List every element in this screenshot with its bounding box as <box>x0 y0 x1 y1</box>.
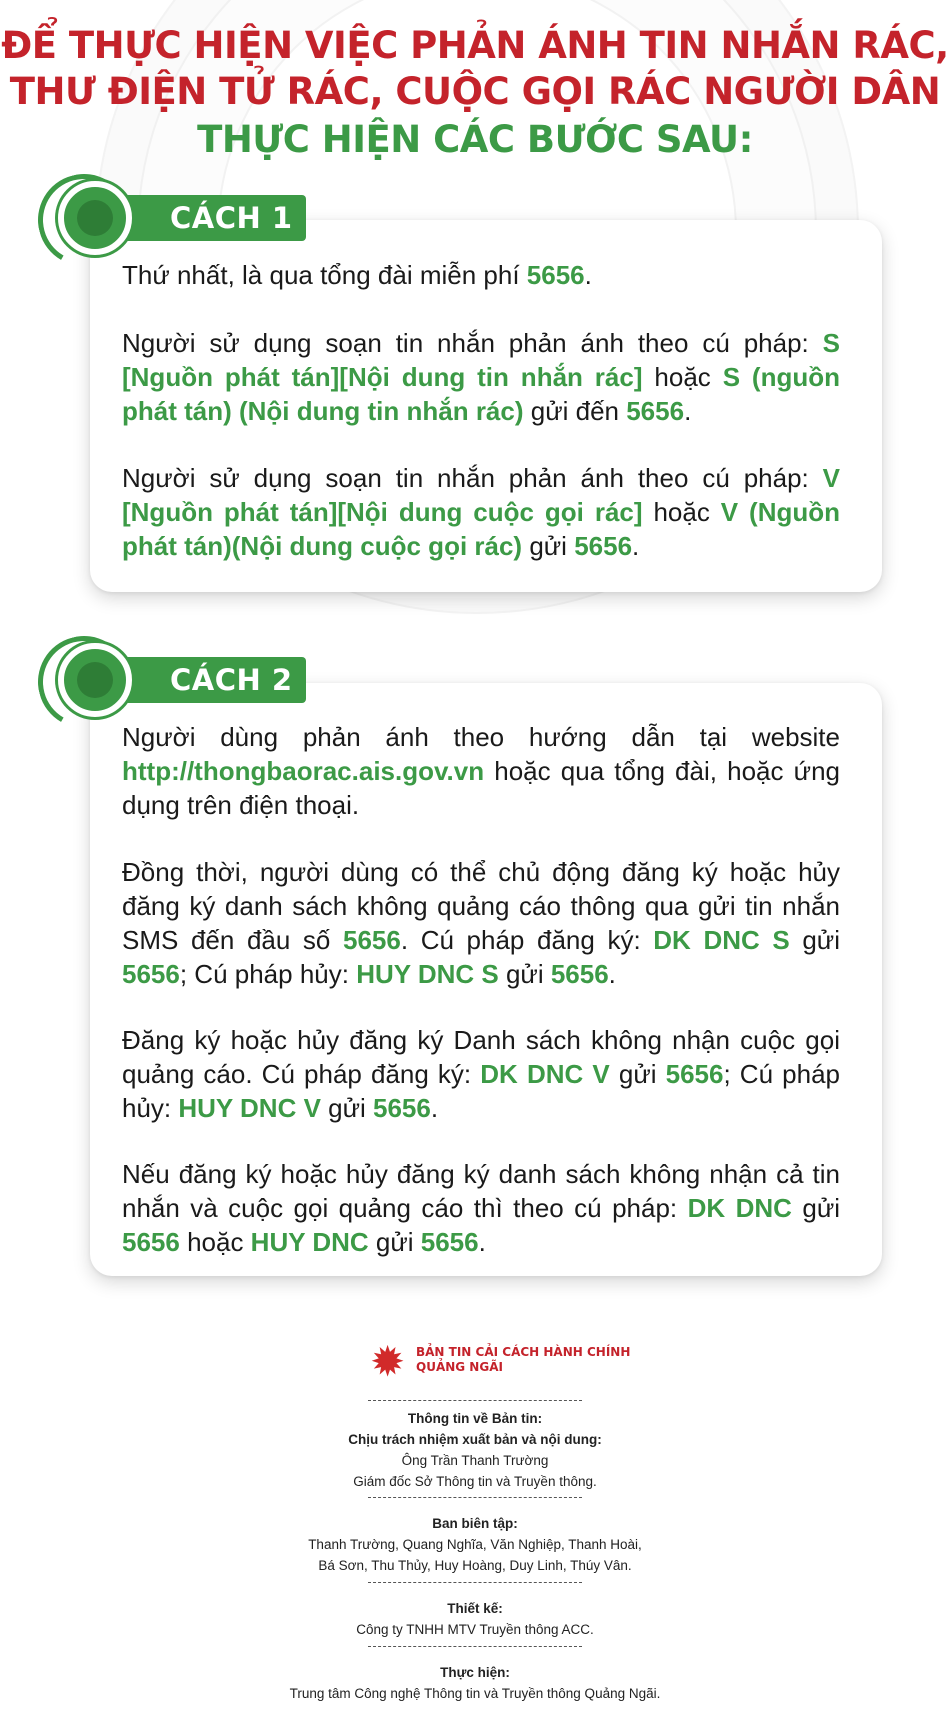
page-subtitle: THỰC HIỆN CÁC BƯỚC SAU: <box>197 118 753 161</box>
badge-circle-icon <box>58 643 132 717</box>
method-2-paragraph-4: Nếu đăng ký hoặc hủy đăng ký danh sách không nhận cả tin nhắn và cuộc gọi quảng cáo thì theo cú pháp: DK DNC gửi 5656 hoặc HUY DNC gửi 5656. <box>122 1159 841 1257</box>
footer-divider <box>368 1646 582 1647</box>
editors-heading: Ban biên tập: <box>432 1516 518 1531</box>
responsible-heading: Chịu trách nhiệm xuất bản và nội dung: <box>348 1432 602 1447</box>
badge-circle-icon <box>58 181 132 255</box>
method-1-paragraph-2: Người sử dụng soạn tin nhắn phản ánh theo cú pháp: S [Nguồn phát tán][Nội dung tin nhắn rác] hoặc S (nguồn phát tán) (Nội dung tin nhắn rác) gửi đến 5656. <box>122 328 840 426</box>
editors-line-1: Thanh Trường, Quang Nghĩa, Văn Nghiệp, Thanh Hoài, <box>308 1537 642 1552</box>
method-2-paragraph-1: Người dùng phản ánh theo hướng dẫn tại website http://thongbaorac.ais.gov.vn hoặc qua tổng đài, hoặc ứng dụng trên điện thoại. <box>122 722 840 820</box>
method-1-paragraph-1: Thứ nhất, là qua tổng đài miễn phí 5656. <box>122 260 592 290</box>
method-1-badge <box>38 170 293 260</box>
page-title-line-2: THƯ ĐIỆN TỬ RÁC, CUỘC GỌI RÁC NGƯỜI DÂN <box>9 70 941 113</box>
info-heading: Thông tin về Bản tin: <box>407 1411 543 1426</box>
method-1-label: CÁCH 1 <box>170 201 293 235</box>
execution-value: Trung tâm Công nghệ Thông tin và Truyền thông Quảng Ngãi. <box>289 1686 661 1701</box>
badge-pill <box>110 195 306 241</box>
method-1-paragraph-3: Người sử dụng soạn tin nhắn phản ánh theo cú pháp: V [Nguồn phát tán][Nội dung cuộc gọi rác] hoặc V (Nguồn phát tán)(Nội dung cuộc gọi rác) gửi 5656. <box>122 463 841 561</box>
logo-text: BẢN TIN CẢI CÁCH HÀNH CHÍNH QUẢNG NGÃI <box>416 1345 631 1374</box>
responsible-title: Giám đốc Sở Thông tin và Truyền thông. <box>353 1474 597 1489</box>
method-2-badge <box>38 632 293 722</box>
bulletin-logo <box>370 1338 631 1386</box>
star-logo-icon: ✹ <box>370 1338 406 1385</box>
website-link[interactable]: http://thongbaorac.ais.gov.vn <box>122 756 485 786</box>
editors-line-2: Bá Sơn, Thu Thủy, Huy Hoàng, Duy Linh, Thúy Vân. <box>318 1558 632 1573</box>
method-2-paragraph-2: Đồng thời, người dùng có thể chủ động đăng ký hoặc hủy đăng ký danh sách không quảng cáo thông qua gửi tin nhắn SMS đến đầu số 5656. Cú pháp đăng ký: DK DNC S gửi 5656; Cú pháp hủy: HUY DNC S gửi 5656. <box>122 857 840 989</box>
responsible-name: Ông Trần Thanh Trường <box>401 1453 549 1468</box>
method-2-paragraph-3: Đăng ký hoặc hủy đăng ký Danh sách không nhận cuộc gọi quảng cáo. Cú pháp đăng ký: DK DNC V gửi 5656; Cú pháp hủy: HUY DNC V gửi 5656. <box>122 1025 840 1123</box>
footer-divider <box>368 1400 582 1401</box>
footer-divider <box>368 1497 582 1498</box>
method-2-label: CÁCH 2 <box>170 663 293 697</box>
design-heading: Thiết kế: <box>447 1601 503 1616</box>
page-title-line-1: ĐỂ THỰC HIỆN VIỆC PHẢN ÁNH TIN NHẮN RÁC, <box>1 24 949 67</box>
design-value: Công ty TNHH MTV Truyền thông ACC. <box>356 1622 594 1637</box>
footer-divider <box>368 1582 582 1583</box>
execution-heading: Thực hiện: <box>440 1665 510 1680</box>
badge-pill <box>110 657 306 703</box>
